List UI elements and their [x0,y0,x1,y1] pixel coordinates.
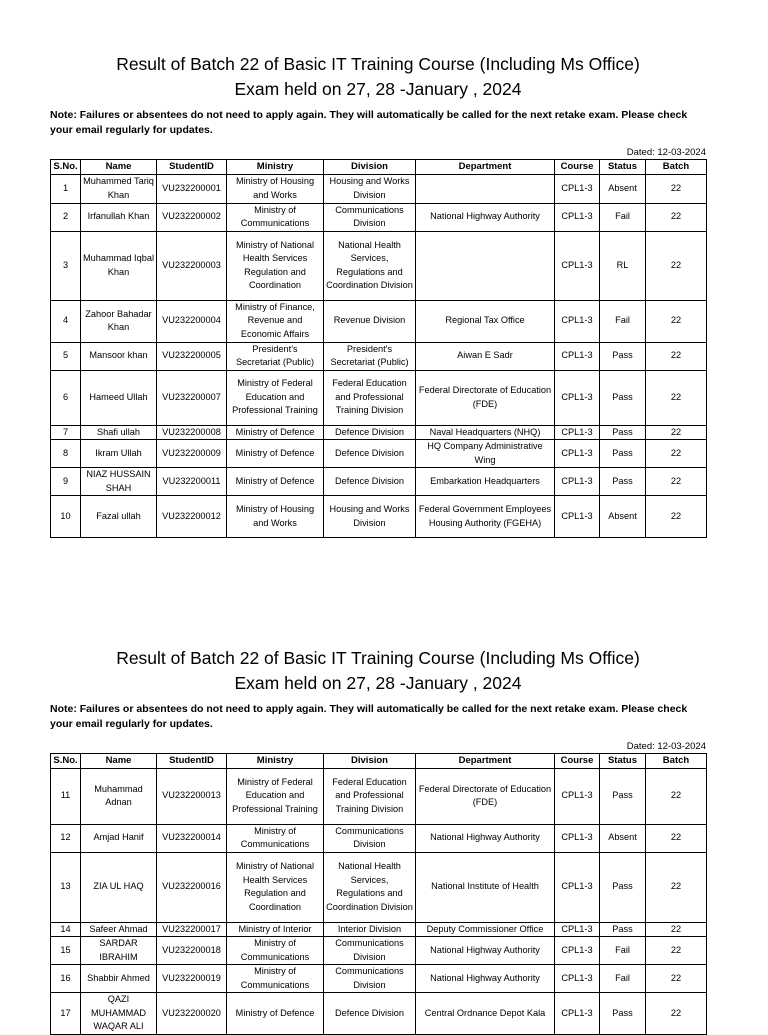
column-header-division: Division [324,160,416,175]
table-row [51,231,707,300]
cell-student-id: VU232200001 [157,174,227,203]
cell-status: Pass [600,342,646,370]
cell-division: Federal Education and Professional Training Division [324,768,416,824]
cell-course: CPL1-3 [555,342,600,370]
cell-department [416,174,555,203]
table-row [51,965,707,993]
table-row [51,342,707,370]
cell-name: Mansoor khan [81,342,157,370]
cell-division: Communications Division [324,203,416,231]
cell-sno: 15 [51,937,81,965]
cell-batch: 22 [646,993,707,1035]
column-header-sno: S.No. [51,160,81,175]
cell-status: Fail [600,203,646,231]
cell-course: CPL1-3 [555,922,600,937]
cell-name: Fazal ullah [81,496,157,538]
column-header-student-id: StudentID [157,754,227,769]
column-header-division: Division [324,754,416,769]
column-header-course: Course [555,160,600,175]
table-row [51,496,707,538]
cell-sno: 10 [51,496,81,538]
table-row [51,852,707,922]
cell-course: CPL1-3 [555,425,600,440]
cell-student-id: VU232200002 [157,203,227,231]
cell-ministry: Ministry of Communications [227,203,324,231]
cell-batch: 22 [646,203,707,231]
cell-name: Irfanullah Khan [81,203,157,231]
cell-student-id: VU232200014 [157,824,227,852]
cell-student-id: VU232200007 [157,370,227,425]
cell-sno: 3 [51,231,81,300]
cell-division: Housing and Works Division [324,174,416,203]
cell-batch: 22 [646,370,707,425]
cell-batch: 22 [646,231,707,300]
column-header-ministry: Ministry [227,754,324,769]
cell-division: Defence Division [324,993,416,1035]
cell-batch: 22 [646,824,707,852]
cell-department: Aiwan E Sadr [416,342,555,370]
cell-batch: 22 [646,496,707,538]
cell-department: National Institute of Health [416,852,555,922]
cell-status: Pass [600,922,646,937]
cell-division: National Health Services, Regulations and Coordination Division [324,852,416,922]
cell-student-id: VU232200009 [157,440,227,468]
cell-ministry: Ministry of Communications [227,824,324,852]
cell-sno: 1 [51,174,81,203]
cell-status: Pass [600,768,646,824]
cell-sno: 6 [51,370,81,425]
column-header-ministry: Ministry [227,160,324,175]
cell-status: Pass [600,852,646,922]
cell-department: Regional Tax Office [416,300,555,342]
column-header-batch: Batch [646,160,707,175]
result-page-2 [50,646,706,1035]
cell-name: Muhammed Tariq Khan [81,174,157,203]
table-row [51,425,707,440]
cell-course: CPL1-3 [555,300,600,342]
table-row [51,370,707,425]
cell-name: QAZI MUHAMMAD WAQAR ALI [81,993,157,1035]
cell-ministry: Ministry of National Health Services Regulation and Coordination [227,852,324,922]
dated-text: Dated: 12-03-2024 [626,147,706,158]
cell-status: Pass [600,440,646,468]
cell-department: HQ Company Administrative Wing [416,440,555,468]
cell-division: Communications Division [324,965,416,993]
note-text: Note: Failures or absentees do not need to apply again. They will automatically be called for the next retake exam. Please check your email regularly for updates. [50,109,688,136]
cell-name: ZIA UL HAQ [81,852,157,922]
cell-department: National Highway Authority [416,937,555,965]
cell-course: CPL1-3 [555,496,600,538]
cell-sno: 12 [51,824,81,852]
cell-sno: 13 [51,852,81,922]
cell-department: Federal Directorate of Education (FDE) [416,370,555,425]
cell-ministry: Ministry of National Health Services Regulation and Coordination [227,231,324,300]
dated-text: Dated: 12-03-2024 [626,741,706,752]
cell-student-id: VU232200019 [157,965,227,993]
cell-division: Communications Division [324,824,416,852]
cell-ministry: Ministry of Communications [227,937,324,965]
cell-status: Absent [600,174,646,203]
table-row [51,768,707,824]
page-title: Result of Batch 22 of Basic IT Training Course (Including Ms Office) [116,648,640,668]
cell-department: Federal Government Employees Housing Authority (FGEHA) [416,496,555,538]
column-header-batch: Batch [646,754,707,769]
table-row [51,203,707,231]
table-row [51,440,707,468]
column-header-status: Status [600,754,646,769]
cell-name: Muhammad Iqbal Khan [81,231,157,300]
cell-student-id: VU232200016 [157,852,227,922]
cell-status: Absent [600,496,646,538]
cell-batch: 22 [646,300,707,342]
cell-course: CPL1-3 [555,937,600,965]
column-header-name: Name [81,754,157,769]
cell-sno: 4 [51,300,81,342]
cell-department [416,231,555,300]
cell-division: President's Secretariat (Public) [324,342,416,370]
column-header-student-id: StudentID [157,160,227,175]
table-body [51,174,707,538]
cell-sno: 8 [51,440,81,468]
results-table [50,753,707,1035]
cell-division: Defence Division [324,440,416,468]
cell-division: Communications Division [324,937,416,965]
cell-course: CPL1-3 [555,440,600,468]
page-subtitle: Exam held on 27, 28 -January , 2024 [234,79,522,99]
cell-ministry: President's Secretariat (Public) [227,342,324,370]
cell-status: Fail [600,937,646,965]
cell-sno: 7 [51,425,81,440]
cell-department: Central Ordnance Depot Kala [416,993,555,1035]
cell-division: National Health Services, Regulations and Coordination Division [324,231,416,300]
cell-course: CPL1-3 [555,824,600,852]
cell-course: CPL1-3 [555,468,600,496]
cell-course: CPL1-3 [555,231,600,300]
cell-department: Deputy Commissioner Office [416,922,555,937]
cell-batch: 22 [646,937,707,965]
cell-sno: 11 [51,768,81,824]
cell-sno: 16 [51,965,81,993]
table-row [51,993,707,1035]
cell-student-id: VU232200012 [157,496,227,538]
table-header-row [51,754,707,769]
cell-sno: 9 [51,468,81,496]
result-page-1 [50,52,706,538]
column-header-sno: S.No. [51,754,81,769]
cell-name: Shafi ullah [81,425,157,440]
cell-department: National Highway Authority [416,965,555,993]
page-subtitle: Exam held on 27, 28 -January , 2024 [234,673,522,693]
cell-ministry: Ministry of Communications [227,965,324,993]
cell-division: Defence Division [324,468,416,496]
cell-department: Naval Headquarters (NHQ) [416,425,555,440]
cell-course: CPL1-3 [555,768,600,824]
cell-course: CPL1-3 [555,852,600,922]
column-header-name: Name [81,160,157,175]
table-header-row [51,160,707,175]
cell-student-id: VU232200020 [157,993,227,1035]
cell-student-id: VU232200017 [157,922,227,937]
cell-batch: 22 [646,768,707,824]
cell-status: RL [600,231,646,300]
cell-ministry: Ministry of Defence [227,440,324,468]
cell-batch: 22 [646,174,707,203]
cell-batch: 22 [646,965,707,993]
cell-sno: 5 [51,342,81,370]
cell-student-id: VU232200005 [157,342,227,370]
cell-course: CPL1-3 [555,993,600,1035]
cell-division: Federal Education and Professional Training Division [324,370,416,425]
cell-division: Interior Division [324,922,416,937]
cell-name: Shabbir Ahmed [81,965,157,993]
cell-course: CPL1-3 [555,965,600,993]
cell-ministry: Ministry of Defence [227,425,324,440]
table-row [51,937,707,965]
column-header-department: Department [416,160,555,175]
cell-status: Fail [600,965,646,993]
column-header-status: Status [600,160,646,175]
cell-ministry: Ministry of Defence [227,468,324,496]
cell-course: CPL1-3 [555,174,600,203]
cell-ministry: Ministry of Defence [227,993,324,1035]
column-header-course: Course [555,754,600,769]
cell-department: Federal Directorate of Education (FDE) [416,768,555,824]
cell-student-id: VU232200013 [157,768,227,824]
cell-batch: 22 [646,425,707,440]
table-row [51,300,707,342]
cell-student-id: VU232200011 [157,468,227,496]
cell-status: Pass [600,425,646,440]
column-header-department: Department [416,754,555,769]
cell-name: SARDAR IBRAHIM [81,937,157,965]
cell-department: National Highway Authority [416,203,555,231]
cell-sno: 14 [51,922,81,937]
cell-sno: 2 [51,203,81,231]
cell-student-id: VU232200018 [157,937,227,965]
cell-name: Hameed Ullah [81,370,157,425]
cell-status: Absent [600,824,646,852]
cell-ministry: Ministry of Housing and Works [227,496,324,538]
cell-name: Safeer Ahmad [81,922,157,937]
cell-student-id: VU232200003 [157,231,227,300]
cell-ministry: Ministry of Federal Education and Professional Training [227,370,324,425]
cell-ministry: Ministry of Interior [227,922,324,937]
cell-status: Pass [600,993,646,1035]
cell-sno: 17 [51,993,81,1035]
table-row [51,174,707,203]
page-title: Result of Batch 22 of Basic IT Training Course (Including Ms Office) [116,54,640,74]
cell-department: National Highway Authority [416,824,555,852]
cell-name: Amjad Hanif [81,824,157,852]
cell-batch: 22 [646,440,707,468]
note-text: Note: Failures or absentees do not need to apply again. They will automatically be called for the next retake exam. Please check your email regularly for updates. [50,703,688,730]
table-row [51,468,707,496]
cell-batch: 22 [646,468,707,496]
results-table [50,159,707,538]
cell-student-id: VU232200004 [157,300,227,342]
table-row [51,824,707,852]
cell-status: Pass [600,370,646,425]
cell-course: CPL1-3 [555,370,600,425]
cell-batch: 22 [646,342,707,370]
cell-name: Muhammad Adnan [81,768,157,824]
cell-name: Zahoor Bahadar Khan [81,300,157,342]
cell-status: Fail [600,300,646,342]
table-body [51,768,707,1034]
cell-division: Defence Division [324,425,416,440]
cell-batch: 22 [646,852,707,922]
cell-course: CPL1-3 [555,203,600,231]
cell-ministry: Ministry of Federal Education and Professional Training [227,768,324,824]
table-row [51,922,707,937]
cell-ministry: Ministry of Finance, Revenue and Economic Affairs [227,300,324,342]
cell-department: Embarkation Headquarters [416,468,555,496]
cell-division: Revenue Division [324,300,416,342]
cell-name: Ikram Ullah [81,440,157,468]
cell-division: Housing and Works Division [324,496,416,538]
cell-batch: 22 [646,922,707,937]
cell-name: NIAZ HUSSAIN SHAH [81,468,157,496]
cell-student-id: VU232200008 [157,425,227,440]
cell-status: Pass [600,468,646,496]
cell-ministry: Ministry of Housing and Works [227,174,324,203]
